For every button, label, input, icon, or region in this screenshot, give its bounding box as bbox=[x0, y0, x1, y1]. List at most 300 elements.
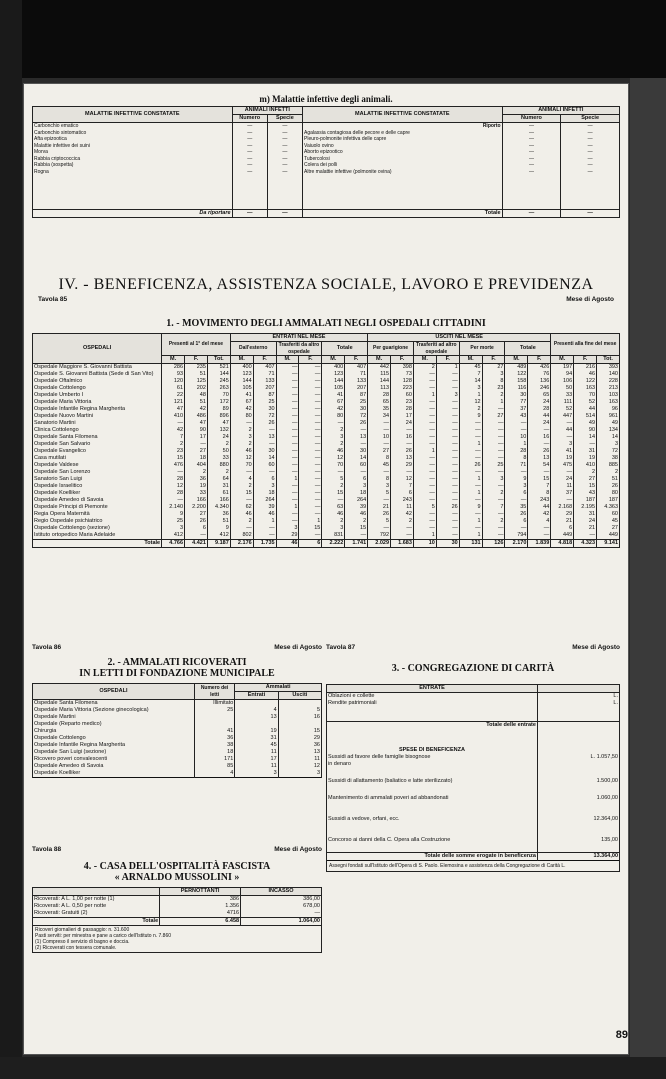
col-ospedali-2: OSPEDALI bbox=[33, 684, 195, 700]
table-cell: — bbox=[459, 434, 482, 441]
ospitalita-notes: Ricoveri giornalieri di passaggio: n. 31.600 Pasti serviti: per minestra e pane a carico dell'Istituto n. 7.860 (1) Compreso il servizio di bagno e doccia. (2) Ricoverati con tessera comunale. bbox=[32, 926, 322, 953]
hospital-name: Ospedale San Lorenzo bbox=[33, 469, 162, 476]
usciti-cell: 12 bbox=[278, 763, 321, 770]
entrata-row: Oblazioni e collette bbox=[327, 693, 538, 701]
table-cell: 21 bbox=[551, 518, 574, 525]
table-row bbox=[33, 721, 322, 728]
letti-cell: 4 bbox=[194, 770, 234, 778]
table-cell: 24 bbox=[528, 399, 551, 406]
table-cell: 44 bbox=[551, 427, 574, 434]
total-cell: 1.735 bbox=[253, 540, 276, 548]
hospital-name: Ospedale San Salvario bbox=[33, 441, 162, 448]
table-cell: 49 bbox=[574, 420, 597, 427]
table-cell: — bbox=[391, 525, 414, 532]
table-row bbox=[33, 749, 322, 756]
table-cell: — bbox=[413, 406, 436, 413]
table-cell: 3 bbox=[322, 525, 345, 532]
table-cell: 172 bbox=[207, 399, 230, 406]
table-cell: 113 bbox=[368, 385, 391, 392]
col-sub-m: M. bbox=[230, 356, 253, 364]
table-cell: 3 bbox=[368, 483, 391, 490]
table-cell: 96 bbox=[597, 406, 620, 413]
col-malattie-right: MALATTIE INFETTIVE CONSTATATE bbox=[303, 107, 503, 123]
table-cell: 54 bbox=[528, 462, 551, 469]
table-cell: 60 bbox=[597, 511, 620, 518]
table-row bbox=[33, 364, 620, 372]
table-cell: 144 bbox=[207, 371, 230, 378]
table-row bbox=[33, 413, 620, 420]
table-cell: — bbox=[436, 532, 459, 540]
table-cell: — bbox=[299, 427, 322, 434]
spesa-row: in denaro bbox=[327, 761, 538, 768]
table-cell: — bbox=[482, 497, 505, 504]
table-cell: 144 bbox=[368, 378, 391, 385]
table-cell: 23 bbox=[391, 399, 414, 406]
table-cell: — bbox=[276, 371, 299, 378]
table-row bbox=[33, 910, 322, 918]
table-row bbox=[33, 441, 620, 448]
group-animali-left: ANIMALI INFETTI bbox=[232, 107, 302, 115]
table-cell: 2 bbox=[230, 441, 253, 448]
table-cell: 27 bbox=[482, 413, 505, 420]
table-cell: 2 bbox=[230, 483, 253, 490]
table-row bbox=[33, 518, 620, 525]
table-row bbox=[33, 392, 620, 399]
table-cell: — bbox=[345, 427, 368, 434]
table-cell: 45 bbox=[368, 462, 391, 469]
table-cell: — bbox=[299, 385, 322, 392]
table-cell: 28 bbox=[391, 406, 414, 413]
hospital-name: Casa mutilati bbox=[33, 455, 162, 462]
table-cell: — bbox=[413, 518, 436, 525]
table-cell: 64 bbox=[207, 476, 230, 483]
entrati-cell: 19 bbox=[235, 728, 278, 735]
section-m-title: m) Malattie infettive degli animali. bbox=[259, 94, 393, 104]
hospital-name: Ospedale (Reparto medico) bbox=[33, 721, 195, 728]
table-cell: 47 bbox=[207, 420, 230, 427]
table-cell: 2.140 bbox=[162, 504, 185, 511]
movimento-table bbox=[32, 333, 620, 548]
table-cell: 2 bbox=[207, 441, 230, 448]
table-cell: 70 bbox=[230, 462, 253, 469]
table-cell: — bbox=[276, 392, 299, 399]
entrati-cell: 31 bbox=[235, 735, 278, 742]
col-usciti-2: Usciti bbox=[278, 692, 321, 700]
table-cell: — bbox=[162, 469, 185, 476]
table-cell: 47 bbox=[162, 406, 185, 413]
table-cell: 51 bbox=[597, 476, 620, 483]
table-row bbox=[33, 371, 620, 378]
ricoverati-section bbox=[32, 644, 322, 778]
table-cell: 1 bbox=[299, 518, 322, 525]
table-cell: — bbox=[436, 406, 459, 413]
hospital-name: Chirurgia bbox=[33, 728, 195, 735]
table-cell: 4.340 bbox=[207, 504, 230, 511]
table-cell: 42 bbox=[528, 511, 551, 518]
table-cell: — bbox=[413, 462, 436, 469]
list-item: Rogna bbox=[34, 168, 49, 175]
letti-cell bbox=[194, 721, 234, 728]
table-cell: 115 bbox=[368, 371, 391, 378]
table-cell: — bbox=[413, 399, 436, 406]
table-cell: 105 bbox=[230, 385, 253, 392]
table-row bbox=[33, 434, 620, 441]
table-cell: — bbox=[253, 441, 276, 448]
movimento-section bbox=[32, 314, 620, 548]
col-sub-f: F. bbox=[391, 356, 414, 364]
table-cell: — bbox=[482, 455, 505, 462]
table-cell: 25 bbox=[162, 518, 185, 525]
col-sub-m: M. bbox=[276, 356, 299, 364]
table-cell: 31 bbox=[574, 511, 597, 518]
table-cell: 412 bbox=[207, 532, 230, 540]
table-cell: 24 bbox=[528, 420, 551, 427]
table-cell: — bbox=[574, 441, 597, 448]
table-cell: 19 bbox=[185, 483, 208, 490]
table-cell: 29 bbox=[276, 532, 299, 540]
table-cell: 426 bbox=[528, 364, 551, 372]
table-row bbox=[33, 490, 620, 497]
table-cell: — bbox=[482, 532, 505, 540]
table-cell: 2 bbox=[345, 518, 368, 525]
table-row bbox=[33, 462, 620, 469]
table-cell: 48 bbox=[185, 392, 208, 399]
col-numero-right: Numero bbox=[502, 115, 561, 123]
table-cell: 7 bbox=[482, 504, 505, 511]
table-cell: 7 bbox=[459, 371, 482, 378]
table-cell: — bbox=[299, 434, 322, 441]
table-cell: 15 bbox=[322, 490, 345, 497]
table-cell: 23 bbox=[482, 385, 505, 392]
table-cell: 41 bbox=[551, 448, 574, 455]
table-cell: — bbox=[276, 406, 299, 413]
table-cell: — bbox=[436, 385, 459, 392]
table-cell: 50 bbox=[207, 448, 230, 455]
incasso-cell: — bbox=[241, 910, 322, 918]
table-cell: 106 bbox=[551, 378, 574, 385]
table-cell: 2 bbox=[482, 490, 505, 497]
table-cell: 23 bbox=[162, 448, 185, 455]
table-cell: 6 bbox=[391, 490, 414, 497]
table-row bbox=[33, 511, 620, 518]
table-cell: 3 bbox=[253, 483, 276, 490]
table-cell: 7 bbox=[391, 483, 414, 490]
table-cell: 449 bbox=[551, 532, 574, 540]
table-row bbox=[33, 406, 620, 413]
table-cell: 51 bbox=[185, 399, 208, 406]
entrati-cell bbox=[235, 700, 278, 708]
table-cell: 8 bbox=[505, 455, 528, 462]
table-cell: 72 bbox=[345, 413, 368, 420]
tavola-88: Tavola 88 bbox=[32, 846, 62, 853]
table-row bbox=[33, 714, 322, 721]
table-cell: 187 bbox=[597, 497, 620, 504]
total-cell: 9.141 bbox=[597, 540, 620, 548]
hospital-name: Ospedale Infantile Regina Margherita bbox=[33, 406, 162, 413]
tavola-label: Tavola 85 bbox=[38, 296, 68, 303]
table-cell: — bbox=[322, 420, 345, 427]
list-item: Pleuro-polmonite infettiva delle capre bbox=[304, 136, 387, 142]
table-cell: 10 bbox=[368, 434, 391, 441]
letti-cell: 18 bbox=[194, 749, 234, 756]
table-cell: 29 bbox=[391, 462, 414, 469]
table-cell: 46 bbox=[322, 448, 345, 455]
table-cell: 158 bbox=[505, 378, 528, 385]
table-cell: 105 bbox=[322, 385, 345, 392]
table-cell: 8 bbox=[528, 490, 551, 497]
group-animali-right: ANIMALI INFETTI bbox=[502, 107, 619, 115]
table-cell: 47 bbox=[185, 420, 208, 427]
table-cell: 2.200 bbox=[185, 504, 208, 511]
table-cell: 12 bbox=[162, 483, 185, 490]
table-cell: — bbox=[413, 413, 436, 420]
table-cell: — bbox=[413, 490, 436, 497]
table-cell: 17 bbox=[185, 434, 208, 441]
table-cell: — bbox=[391, 441, 414, 448]
table-cell: 246 bbox=[528, 385, 551, 392]
table-cell: 128 bbox=[391, 378, 414, 385]
table-cell: 2 bbox=[482, 392, 505, 399]
col-sub-m: M. bbox=[413, 356, 436, 364]
table-row bbox=[33, 469, 620, 476]
table-cell: 2 bbox=[322, 518, 345, 525]
table-cell: 46 bbox=[230, 511, 253, 518]
entrati-cell: 13 bbox=[235, 714, 278, 721]
table-cell: — bbox=[436, 469, 459, 476]
table-cell: 50 bbox=[551, 385, 574, 392]
table-cell: 33 bbox=[207, 455, 230, 462]
col-sub-m: M. bbox=[322, 356, 345, 364]
table-cell: — bbox=[345, 441, 368, 448]
table-cell: 3 bbox=[276, 525, 299, 532]
table-cell: 2 bbox=[413, 364, 436, 372]
table-cell: 44 bbox=[574, 406, 597, 413]
hospital-name: Ospedale Koelliker bbox=[33, 490, 162, 497]
table-cell: — bbox=[482, 434, 505, 441]
table-cell: — bbox=[436, 462, 459, 469]
table-cell: 26 bbox=[185, 518, 208, 525]
table-cell: — bbox=[253, 427, 276, 434]
table-cell: 120 bbox=[162, 378, 185, 385]
table-cell: 1 bbox=[276, 476, 299, 483]
table-cell: 18 bbox=[253, 490, 276, 497]
total-cell: 2.176 bbox=[230, 540, 253, 548]
table-cell: 3 bbox=[436, 392, 459, 399]
table-cell: 8 bbox=[368, 455, 391, 462]
table-cell: 43 bbox=[574, 490, 597, 497]
table-cell: 13 bbox=[253, 434, 276, 441]
table-cell: — bbox=[505, 497, 528, 504]
table-cell: 3 bbox=[459, 385, 482, 392]
table-row bbox=[33, 476, 620, 483]
table-cell: 80 bbox=[322, 413, 345, 420]
table-cell: 45 bbox=[597, 518, 620, 525]
table-cell: — bbox=[299, 462, 322, 469]
table-cell: 8 bbox=[482, 378, 505, 385]
table-cell: 476 bbox=[162, 462, 185, 469]
col-guarigione: Per guarigione bbox=[368, 342, 414, 356]
col-sub-m: M. bbox=[505, 356, 528, 364]
table-cell: 27 bbox=[185, 511, 208, 518]
usciti-cell: 11 bbox=[278, 756, 321, 763]
table-row bbox=[33, 763, 322, 770]
table-cell: 10 bbox=[505, 434, 528, 441]
usciti-cell: 16 bbox=[278, 714, 321, 721]
totals-label: Totale bbox=[33, 540, 162, 548]
list-item: Rabbia (sospetta) bbox=[34, 162, 74, 168]
table-cell: 1 bbox=[276, 504, 299, 511]
table-cell: 264 bbox=[253, 497, 276, 504]
letti-cell bbox=[194, 714, 234, 721]
table-row bbox=[33, 728, 322, 735]
table-cell: — bbox=[299, 455, 322, 462]
table-cell: 407 bbox=[345, 364, 368, 372]
table-cell: 398 bbox=[391, 364, 414, 372]
table-cell: — bbox=[253, 469, 276, 476]
mese-87: Mese di Agosto bbox=[572, 644, 620, 651]
table-cell: 71 bbox=[505, 462, 528, 469]
total-cell: 2.222 bbox=[322, 540, 345, 548]
table-cell: — bbox=[322, 469, 345, 476]
table-cell: 71 bbox=[345, 371, 368, 378]
table-cell: — bbox=[299, 532, 322, 540]
letti-cell: Illimitato bbox=[194, 700, 234, 708]
ospitalita-table bbox=[32, 887, 322, 926]
table-cell: 42 bbox=[162, 427, 185, 434]
table-cell: 71 bbox=[253, 371, 276, 378]
ospitalita-totale-inc: 1.064,00 bbox=[241, 918, 322, 926]
table-cell: — bbox=[276, 448, 299, 455]
table-row bbox=[33, 504, 620, 511]
table-cell: — bbox=[276, 427, 299, 434]
group-usciti: USCITI NEL MESE bbox=[368, 334, 551, 342]
table-cell: — bbox=[551, 420, 574, 427]
total-cell: 4.818 bbox=[551, 540, 574, 548]
table-cell: 9 bbox=[162, 511, 185, 518]
col-specie-right: Specie bbox=[561, 115, 620, 123]
table-cell: 410 bbox=[574, 462, 597, 469]
table-cell: — bbox=[436, 399, 459, 406]
table-cell: — bbox=[413, 441, 436, 448]
table-cell: 19 bbox=[574, 455, 597, 462]
col-incasso: INCASSO bbox=[241, 888, 322, 896]
table-cell: 19 bbox=[551, 455, 574, 462]
table-cell: — bbox=[505, 469, 528, 476]
table-cell: — bbox=[459, 469, 482, 476]
table-cell: 27 bbox=[574, 476, 597, 483]
col-trasferiti-entrati: Trasferiti da altro ospedale bbox=[276, 342, 322, 356]
table-cell: 26 bbox=[253, 420, 276, 427]
usciti-cell: 36 bbox=[278, 742, 321, 749]
total-cell: 10 bbox=[413, 540, 436, 548]
hospital-name: Ospedale Oftalmico bbox=[33, 378, 162, 385]
table-cell: 264 bbox=[345, 497, 368, 504]
table-cell: — bbox=[482, 406, 505, 413]
table-cell: 35 bbox=[368, 406, 391, 413]
hospital-name: Clinica Cottolengo bbox=[33, 427, 162, 434]
table-cell: — bbox=[436, 476, 459, 483]
table-cell: 2 bbox=[459, 406, 482, 413]
table-cell: 24 bbox=[207, 434, 230, 441]
table-cell: — bbox=[391, 532, 414, 540]
table-cell: 9 bbox=[459, 413, 482, 420]
group-entrati: ENTRATI NEL MESE bbox=[230, 334, 367, 342]
mese-label: Mese di Agosto bbox=[566, 296, 614, 303]
table-cell: 121 bbox=[162, 399, 185, 406]
entrati-cell: 17 bbox=[235, 756, 278, 763]
table-cell: 33 bbox=[551, 392, 574, 399]
table-cell: — bbox=[413, 525, 436, 532]
bottom-shade bbox=[0, 1057, 666, 1079]
table-cell: 6 bbox=[551, 525, 574, 532]
table-cell: — bbox=[299, 476, 322, 483]
table-cell: 245 bbox=[207, 378, 230, 385]
row-label: Ricoverati: A L. 0,50 per notte bbox=[33, 903, 160, 910]
table-cell: 1 bbox=[413, 392, 436, 399]
table-cell: 27 bbox=[185, 448, 208, 455]
total-cell: 126 bbox=[482, 540, 505, 548]
table-cell: 4.363 bbox=[597, 504, 620, 511]
table-cell: 67 bbox=[230, 399, 253, 406]
table-cell: — bbox=[413, 483, 436, 490]
riporto-label: Riporto bbox=[482, 123, 501, 129]
table-cell: — bbox=[482, 469, 505, 476]
table-cell: 2 bbox=[322, 427, 345, 434]
table-cell: — bbox=[436, 413, 459, 420]
hospital-name: Istituto ortopedico Maria Adelaide bbox=[33, 532, 162, 540]
table-cell: 163 bbox=[597, 399, 620, 406]
table-cell: 228 bbox=[597, 378, 620, 385]
table-cell: 2 bbox=[230, 518, 253, 525]
table-cell: — bbox=[299, 490, 322, 497]
table-cell: 7 bbox=[162, 434, 185, 441]
table-cell: 449 bbox=[597, 532, 620, 540]
table-row bbox=[33, 707, 322, 714]
hospital-name: Ospedale Israelitico bbox=[33, 483, 162, 490]
table-cell: — bbox=[368, 469, 391, 476]
table-cell: — bbox=[299, 441, 322, 448]
hospital-name: Regia Opera Maternità bbox=[33, 511, 162, 518]
table-cell: 72 bbox=[597, 448, 620, 455]
table-cell: 794 bbox=[505, 532, 528, 540]
table-cell: 46 bbox=[322, 511, 345, 518]
usciti-cell bbox=[278, 721, 321, 728]
table-cell: 400 bbox=[230, 364, 253, 372]
table-cell: 2 bbox=[162, 441, 185, 448]
table-cell: — bbox=[391, 469, 414, 476]
table-cell: 202 bbox=[185, 385, 208, 392]
incasso-cell: 386,00 bbox=[241, 896, 322, 904]
table-cell: — bbox=[413, 371, 436, 378]
right-numero-values: — — — — — — — — bbox=[502, 123, 561, 210]
col-pernottanti: PERNOTTANTI bbox=[160, 888, 241, 896]
table-cell: 25 bbox=[482, 462, 505, 469]
table-cell: — bbox=[436, 497, 459, 504]
table-cell: 41 bbox=[322, 392, 345, 399]
list-item: Aborto epizootico bbox=[304, 149, 343, 155]
table-cell: 1 bbox=[482, 399, 505, 406]
col-sub-f: F. bbox=[574, 356, 597, 364]
hospital-name: Ospedale Santa Filomena bbox=[33, 700, 195, 708]
table-cell: 133 bbox=[345, 378, 368, 385]
table-row bbox=[33, 427, 620, 434]
entrati-cell bbox=[235, 721, 278, 728]
table-cell: — bbox=[368, 497, 391, 504]
col-totale-usciti: Totale bbox=[505, 342, 551, 356]
entrata-row: Rendite patrimoniali bbox=[327, 700, 538, 707]
table-cell: — bbox=[230, 420, 253, 427]
table-cell: 70 bbox=[207, 392, 230, 399]
